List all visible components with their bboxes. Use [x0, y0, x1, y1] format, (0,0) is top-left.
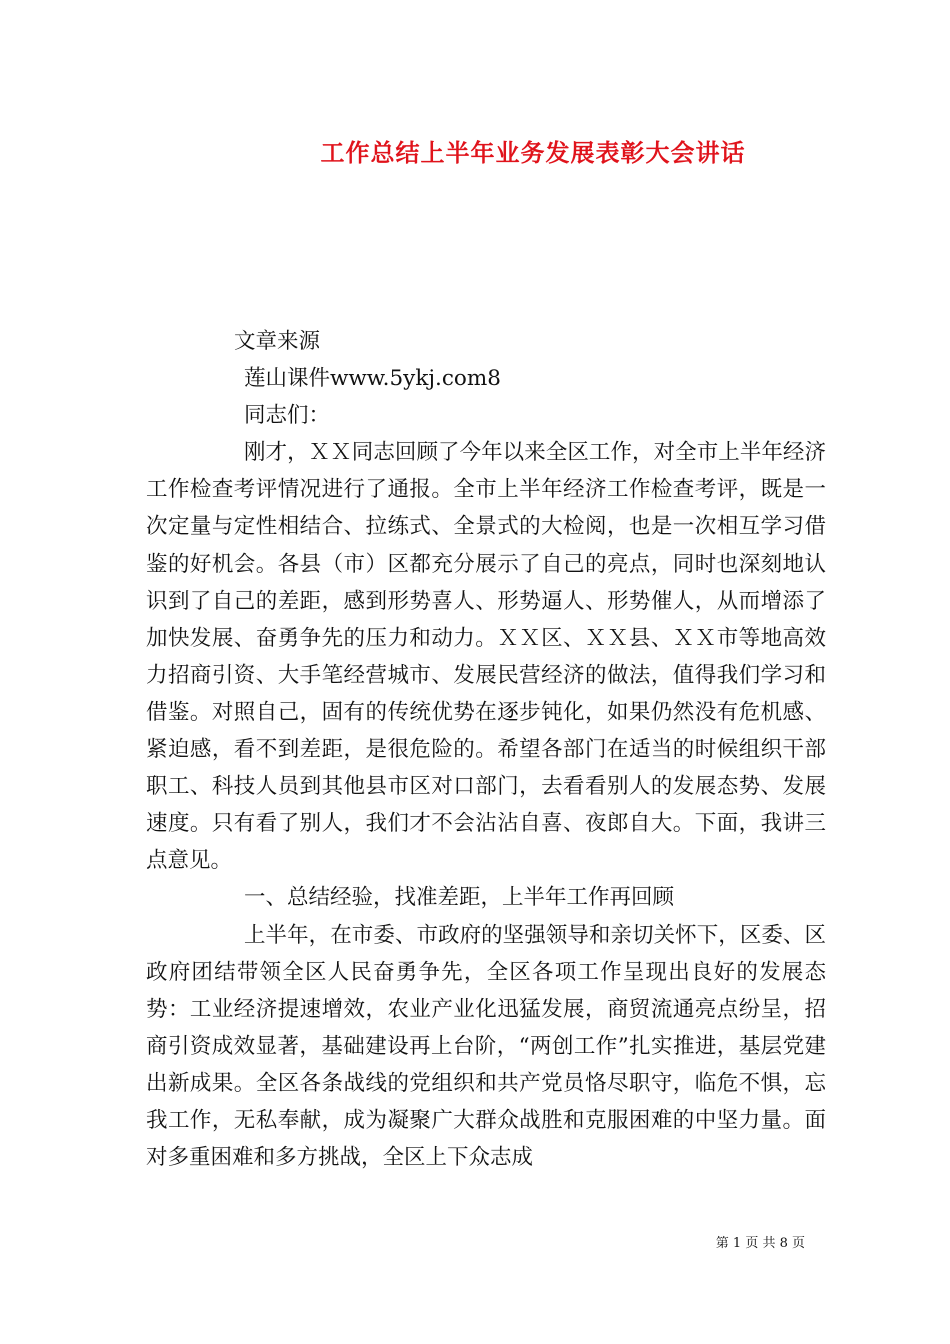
paragraph-1: 刚才，ＸＸ同志回顾了今年以来全区工作，对全市上半年经济工作检查考评情况进行了通报。全市上半年经济工作检查考评，既是一次定量与定性相结合、拉练式、全景式的大检阅，也是一次相互学习借鉴的好机会。各县（市）区都充分展示了自己的亮点，同时也深刻地认识到了自己的差距，感到形势喜人、形势逼人、形势催人，从而增添了加快发展、奋勇争先的压力和动力。ＸＸ区、ＸＸ县、ＸＸ市等地高效力招商引资、大手笔经营城市、发展民营经济的做法，值得我们学习和借鉴。对照自己，固有的传统优势在逐步钝化，如果仍然没有危机感、紧迫感，看不到差距，是很危险的。希望各部门在适当的时候组织干部职工、科技人员到其他县市区对口部门，去看看别人的发展态势、发展速度。只有看了别人，我们才不会沾沾自喜、夜郎自大。下面，我讲三点意见。	[146, 440, 826, 874]
document-body	[146, 323, 826, 1176]
greeting: 同志们：	[244, 403, 331, 429]
section-heading: 一、总结经验，找准差距，上半年工作再回顾	[244, 885, 675, 911]
section-paragraph-1: 上半年，在市委、市政府的坚强领导和亲切关怀下，区委、区政府团结带领全区人民奋勇争先，全区各项工作呈现出良好的发展态势：工业经济提速增效，农业产业化迅猛发展，商贸流通亮点纷呈，招商引资成效显著，基础建设再上台阶，“两创工作”扎实推进，基层党建出新成果。全区各条战线的党组织和共产党员恪尽职守，临危不惧，忘我工作，无私奉献，成为凝聚广大群众战胜和克服困难的中坚力量。面对多重困难和多方挑战，全区上下众志成	[146, 922, 826, 1171]
page-indicator: 第 1 页 共 8 页	[715, 1236, 805, 1251]
source-label: 文章来源	[234, 329, 321, 354]
document-title: 工作总结上半年业务发展表彰大会讲话	[320, 138, 746, 167]
source-site: 莲山课件www.5ykj.com8	[244, 366, 501, 392]
